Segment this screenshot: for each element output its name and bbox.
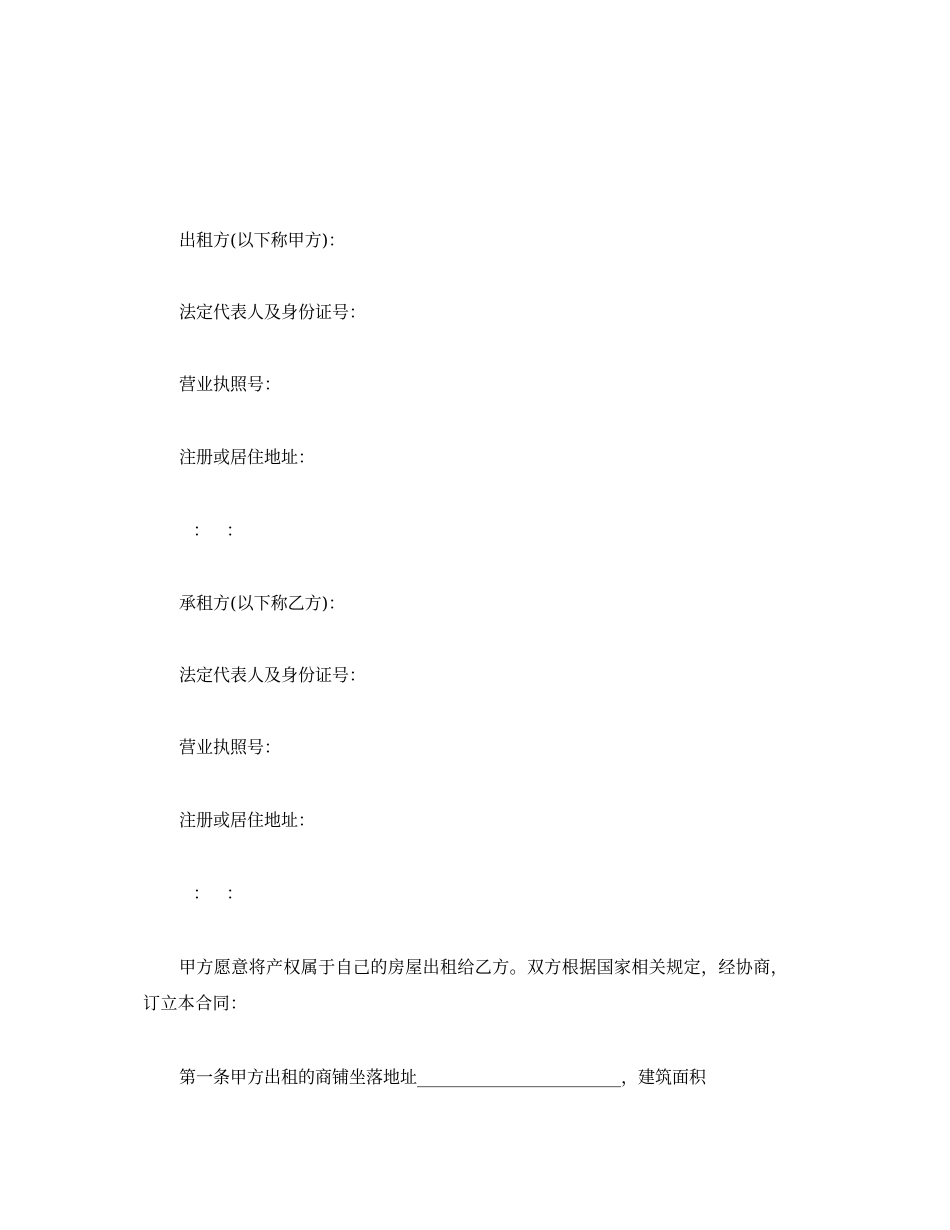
- lessee-business-license: 营业执照号：: [179, 738, 281, 758]
- lessee-colons: ： ：: [193, 884, 244, 904]
- lessor-business-license: 营业执照号：: [179, 375, 281, 395]
- article-one: 第一条甲方出租的商铺坐落地址________________________，建筑面积: [179, 1068, 706, 1088]
- lessee-address: 注册或居住地址：: [179, 811, 315, 831]
- lessee-title: 承租方(以下称乙方)：: [179, 594, 346, 614]
- intro-paragraph: 甲方愿意将产权属于自己的房屋出租给乙方。双方根据国家相关规定，经协商，订立本合同：: [143, 958, 788, 1014]
- lessor-colons: ： ：: [193, 521, 244, 541]
- lessor-representative-id: 法定代表人及身份证号：: [179, 303, 366, 323]
- lessee-representative-id: 法定代表人及身份证号：: [179, 666, 366, 686]
- lessor-address: 注册或居住地址：: [179, 448, 315, 468]
- lessor-title: 出租方(以下称甲方)：: [179, 231, 346, 251]
